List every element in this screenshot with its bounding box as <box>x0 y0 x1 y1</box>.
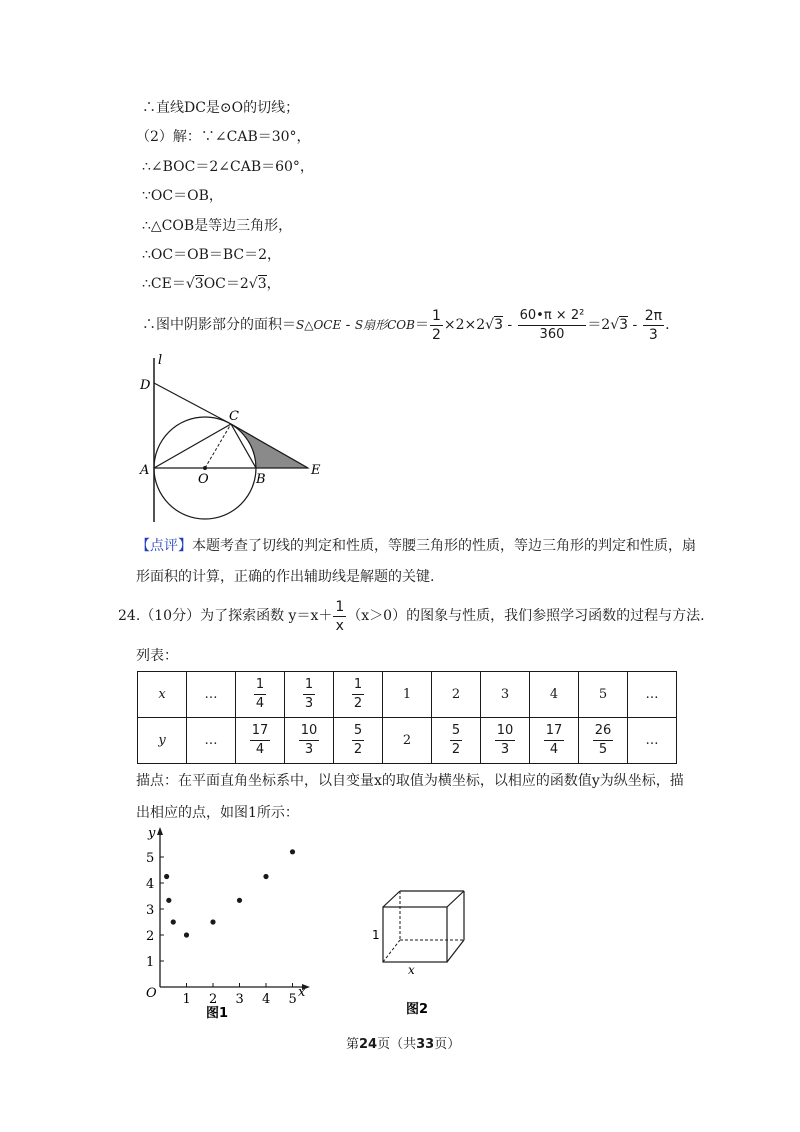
fraction-sector <box>518 307 587 344</box>
x-tick-label: 2 <box>209 992 218 1007</box>
label-b: B <box>256 472 266 487</box>
operator: - <box>341 317 355 333</box>
solution-line-5: ∴△COB是等边三角形， <box>142 218 293 234</box>
data-point <box>164 874 169 879</box>
table-row-y <box>138 718 677 764</box>
sqrt-sign: √ <box>248 276 258 292</box>
table-cell-frac <box>579 718 628 764</box>
data-point <box>210 919 215 924</box>
text: . <box>665 317 670 333</box>
comment-tag: 【点评】 <box>136 538 192 554</box>
radicand: 3 <box>494 317 503 333</box>
operator: - <box>502 317 517 333</box>
table-cell-frac <box>285 672 334 718</box>
fraction-2pi-3 <box>643 307 664 344</box>
hidden-edge <box>383 940 400 962</box>
geometry-figure <box>130 352 330 527</box>
width-label: x <box>408 963 415 977</box>
denominator: 4 <box>549 742 559 757</box>
text: OC＝2 <box>203 276 249 292</box>
height-label: 1 <box>372 928 380 942</box>
page-total: 33 <box>416 1037 435 1052</box>
table-cell: 3 <box>481 672 530 718</box>
edge <box>447 891 464 907</box>
numerator: 10 <box>299 722 320 741</box>
numerator: 17 <box>250 722 271 741</box>
data-points <box>164 849 295 937</box>
numerator: 2π <box>644 307 663 324</box>
x-tick-label: 4 <box>262 992 271 1007</box>
fraction-half <box>430 307 443 344</box>
x-tick-label: 1 <box>182 992 191 1007</box>
label-d: D <box>140 378 151 393</box>
q24-suffix: （x＞0）的图象与性质，我们参照学习函数的过程与方法. <box>347 608 705 624</box>
denominator: 4 <box>255 696 265 711</box>
description-line-2: 出相应的点，如图1所示： <box>136 805 299 821</box>
operator: - <box>628 317 642 333</box>
comment-line-1 <box>136 536 696 556</box>
data-point <box>166 898 171 903</box>
text: ， <box>266 276 281 292</box>
denominator: 4 <box>255 742 265 757</box>
denominator: 3 <box>304 696 314 711</box>
y-tick-label: 2 <box>146 929 155 944</box>
data-point <box>184 932 189 937</box>
comment-line-2: 形面积的计算，正确的作出辅助线是解题的关键. <box>136 569 435 585</box>
radicand: 3 <box>257 276 267 292</box>
denominator: 3 <box>648 326 658 343</box>
y-tick-label: 3 <box>146 903 155 918</box>
table-header-y: y <box>138 718 187 764</box>
denominator: 2 <box>353 696 363 711</box>
solution-line-2: （2）解：∵∠CAB＝30°， <box>136 129 311 145</box>
area-formula <box>142 306 670 344</box>
list-label: 列表： <box>136 648 178 664</box>
table-cell: 2 <box>383 718 432 764</box>
segment-oc-dashed <box>205 424 231 468</box>
text: ∴CE＝ <box>142 276 186 292</box>
data-point <box>263 874 268 879</box>
figure-2-cuboid <box>366 885 476 1020</box>
solution-line-6: ∴OC＝OB＝BC＝2， <box>142 247 282 263</box>
x-axis-label: x <box>298 985 306 1000</box>
radicand: 3 <box>619 317 629 333</box>
numerator: 1 <box>303 676 315 695</box>
x-tick-label: 5 <box>288 992 297 1007</box>
table-cell: … <box>187 672 236 718</box>
edge <box>447 940 464 962</box>
denominator: 5 <box>598 742 608 757</box>
page-number: 24 <box>359 1037 378 1052</box>
table-header-x: x <box>138 672 187 718</box>
numerator: 26 <box>593 722 614 741</box>
q24-prefix: 24.（10分）为了探索函数 y＝x＋ <box>118 608 333 624</box>
origin-label: O <box>146 986 157 1001</box>
segment-dc <box>154 383 231 424</box>
numerator: 1 <box>352 676 364 695</box>
y-tick-label: 1 <box>146 955 155 970</box>
radicand: 3 <box>194 276 204 292</box>
y-tick-label: 4 <box>146 877 155 892</box>
numerator: 5 <box>450 722 462 741</box>
numerator: 5 <box>352 722 364 741</box>
area-term-2: S扇形COB <box>354 318 415 332</box>
sqrt-sign: √ <box>185 276 195 292</box>
numerator: 10 <box>495 722 516 741</box>
table-cell: 1 <box>383 672 432 718</box>
table-cell: … <box>187 718 236 764</box>
denominator: 3 <box>304 742 314 757</box>
table-cell-frac <box>236 718 285 764</box>
axis-ticks <box>146 851 297 1007</box>
table-cell: 4 <box>530 672 579 718</box>
area-prefix: ∴图中阴影部分的面积＝ <box>142 317 296 333</box>
table-cell-frac <box>285 718 334 764</box>
text: ＝2 <box>587 317 611 333</box>
numerator: 1 <box>254 676 266 695</box>
table-cell-frac <box>334 672 383 718</box>
denominator: 3 <box>500 742 510 757</box>
front-face <box>383 907 447 962</box>
description-line-1: 描点：在平面直角坐标系中，以自变量x的取值为横坐标，以相应的函数值y为纵坐标，描 <box>136 773 684 789</box>
segment-ac <box>154 424 231 468</box>
numerator: 17 <box>544 722 565 741</box>
figure-2-caption: 图2 <box>406 1002 429 1017</box>
solution-line-3: ∴∠BOC＝2∠CAB＝60°， <box>142 159 314 175</box>
data-point <box>237 898 242 903</box>
footer-text: 第 <box>346 1037 360 1052</box>
text: ×2×2 <box>443 317 486 333</box>
table-cell-frac <box>334 718 383 764</box>
operator: ＝ <box>414 317 429 333</box>
value-table <box>137 671 677 764</box>
data-point <box>171 919 176 924</box>
numerator: 60•π × 2² <box>518 307 587 326</box>
table-cell-frac <box>481 718 530 764</box>
figure-1-scatter <box>134 825 324 1025</box>
figure-1-caption: 图1 <box>206 1006 229 1021</box>
table-cell-frac <box>236 672 285 718</box>
question-24-stem <box>118 597 705 635</box>
y-axis-arrow <box>157 827 163 835</box>
comment-text-1: 本题考查了切线的判定和性质，等腰三角形的性质，等边三角形的判定和性质，扇 <box>192 538 696 554</box>
table-cell-frac <box>432 718 481 764</box>
table-cell: 2 <box>432 672 481 718</box>
y-axis-label: y <box>148 826 156 841</box>
label-a: A <box>140 463 150 478</box>
footer-text: 页（共 <box>377 1037 417 1052</box>
x-tick-label: 3 <box>235 992 244 1007</box>
denominator: x <box>335 617 344 634</box>
sqrt-sign: √ <box>610 317 620 333</box>
denominator: 360 <box>539 326 565 342</box>
area-term-1: S△OCE <box>296 318 342 332</box>
solution-line-4: ∵OC＝OB， <box>142 188 223 204</box>
denominator: 2 <box>451 742 461 757</box>
numerator: 1 <box>431 307 441 324</box>
table-cell: 5 <box>579 672 628 718</box>
table-cell: … <box>628 718 677 764</box>
table-row-x <box>138 672 677 718</box>
denominator: 2 <box>353 742 363 757</box>
solution-line-7 <box>142 274 281 294</box>
numerator: 1 <box>335 598 345 615</box>
table-cell-frac <box>530 718 579 764</box>
q24-fraction <box>333 598 346 635</box>
label-c: C <box>229 409 239 424</box>
point-o <box>203 466 207 470</box>
label-l: l <box>158 353 163 368</box>
y-tick-label: 5 <box>146 851 155 866</box>
solution-line-1: ∴直线DC是⊙O的切线； <box>142 100 300 116</box>
denominator: 2 <box>431 326 441 343</box>
footer-text: 页） <box>434 1037 461 1052</box>
page-footer <box>346 1035 460 1055</box>
edge <box>383 891 400 907</box>
label-e: E <box>311 463 321 478</box>
table-cell: … <box>628 672 677 718</box>
label-o: O <box>198 472 209 487</box>
data-point <box>290 849 295 854</box>
sqrt-sign: √ <box>485 317 495 333</box>
